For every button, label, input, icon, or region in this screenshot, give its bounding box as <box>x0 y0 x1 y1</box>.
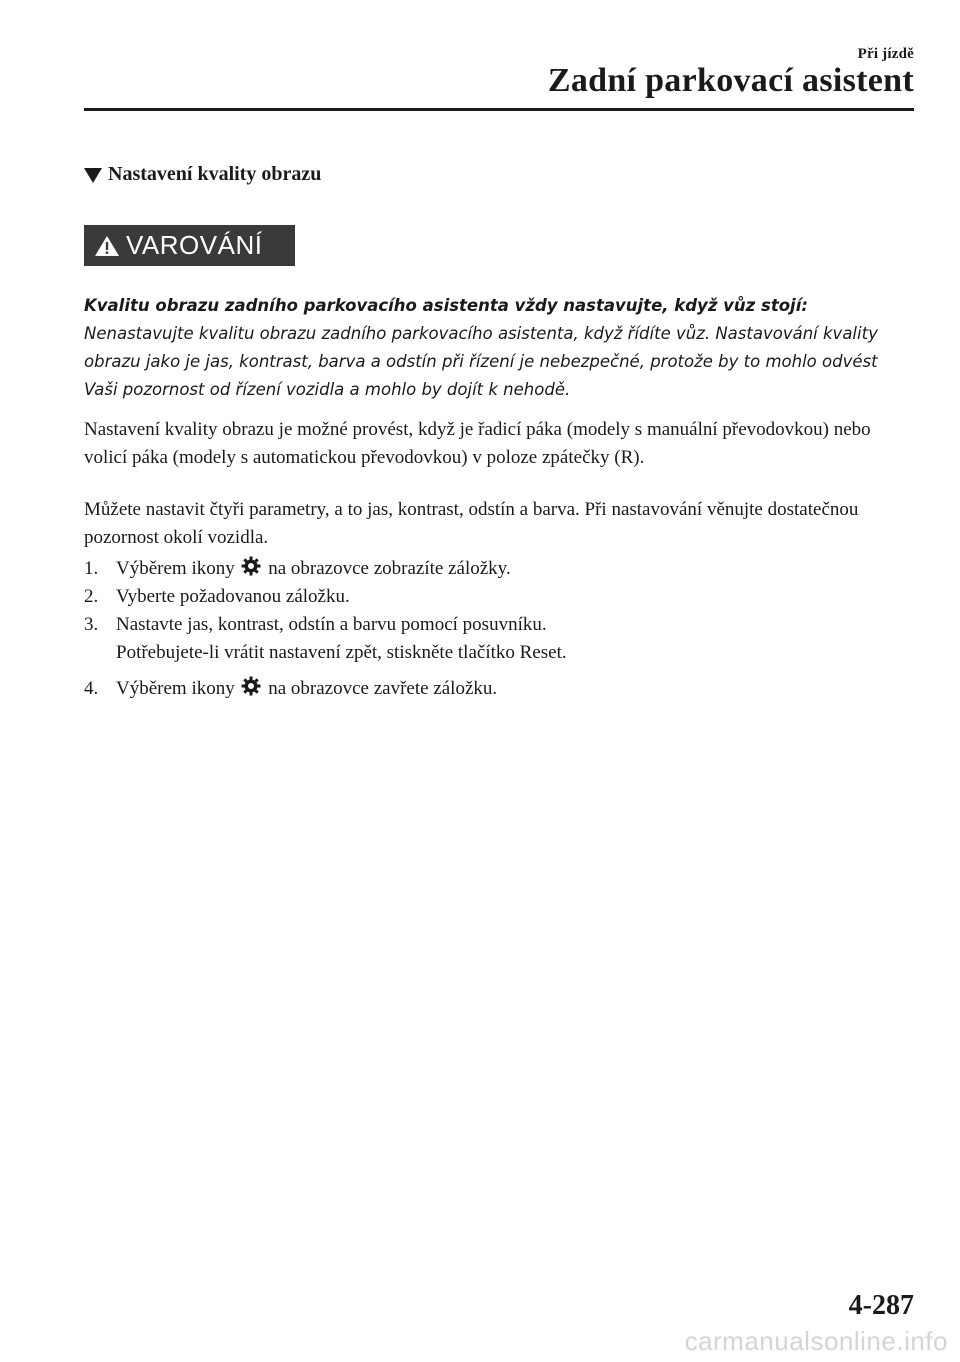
triangle-down-icon <box>84 168 102 183</box>
list-item <box>84 555 904 583</box>
step-text: Vyberte požadovanou záložku. <box>116 586 350 607</box>
gear-icon <box>241 676 261 696</box>
body-paragraph-2: Můžete nastavit čtyři parametry, a to jas, kontrast, odstín a barva. Při nastavování věnujte dostatečnou pozornost okolí vozidla. <box>84 499 859 548</box>
body-paragraph-1: Nastavení kvality obrazu je možné provést, když je řadicí páka (modely s manuální převodovkou) nebo volicí páka (modely s automatickou převodovkou) v poloze zpátečky (R). <box>84 419 871 468</box>
list-item <box>84 583 904 611</box>
gear-icon <box>241 556 261 576</box>
step-number: 1. <box>84 558 99 579</box>
header-subtitle: Při jízdě <box>857 46 914 62</box>
step-sub-text: Potřebujete-li vrátit nastavení zpět, stiskněte tlačítko Reset. <box>116 642 567 663</box>
header-rule <box>84 108 914 111</box>
step-text: Výběrem ikony <box>116 678 235 699</box>
warning-body: Nenastavujte kvalitu obrazu zadního parkovacího asistenta, když řídíte vůz. Nastavování kvality obrazu jako je jas, kontrast, barva a odstín při řízení je nebezpečné, protože by to mohlo odvést Vaši pozornost od řízení vozidla a mohlo by dojít k nehodě. <box>84 324 878 399</box>
section-heading-text: Nastavení kvality obrazu <box>108 163 322 185</box>
warning-box <box>84 225 295 266</box>
step-text-after: na obrazovce zobrazíte záložky. <box>268 558 511 579</box>
step-number: 4. <box>84 678 99 699</box>
step-text: Nastavte jas, kontrast, odstín a barvu pomocí posuvníku. <box>116 614 547 635</box>
page-title: Zadní parkovací asistent <box>547 62 914 99</box>
watermark: carmanualsonline.info <box>684 1326 948 1356</box>
step-text: Výběrem ikony <box>116 558 235 579</box>
warning-title: Kvalitu obrazu zadního parkovacího asistenta vždy nastavujte, když vůz stojí: <box>84 296 808 315</box>
list-item <box>84 675 904 703</box>
step-text-after: na obrazovce zavřete záložku. <box>268 678 498 699</box>
warning-icon <box>94 234 120 258</box>
section-heading <box>84 163 321 186</box>
page-number: 4-287 <box>848 1290 914 1321</box>
list-item <box>84 611 904 639</box>
step-number: 3. <box>84 614 99 635</box>
steps-list <box>84 555 904 703</box>
step-number: 2. <box>84 586 99 607</box>
warning-label: VAROVÁNÍ <box>126 230 263 260</box>
warning-text <box>84 292 904 404</box>
